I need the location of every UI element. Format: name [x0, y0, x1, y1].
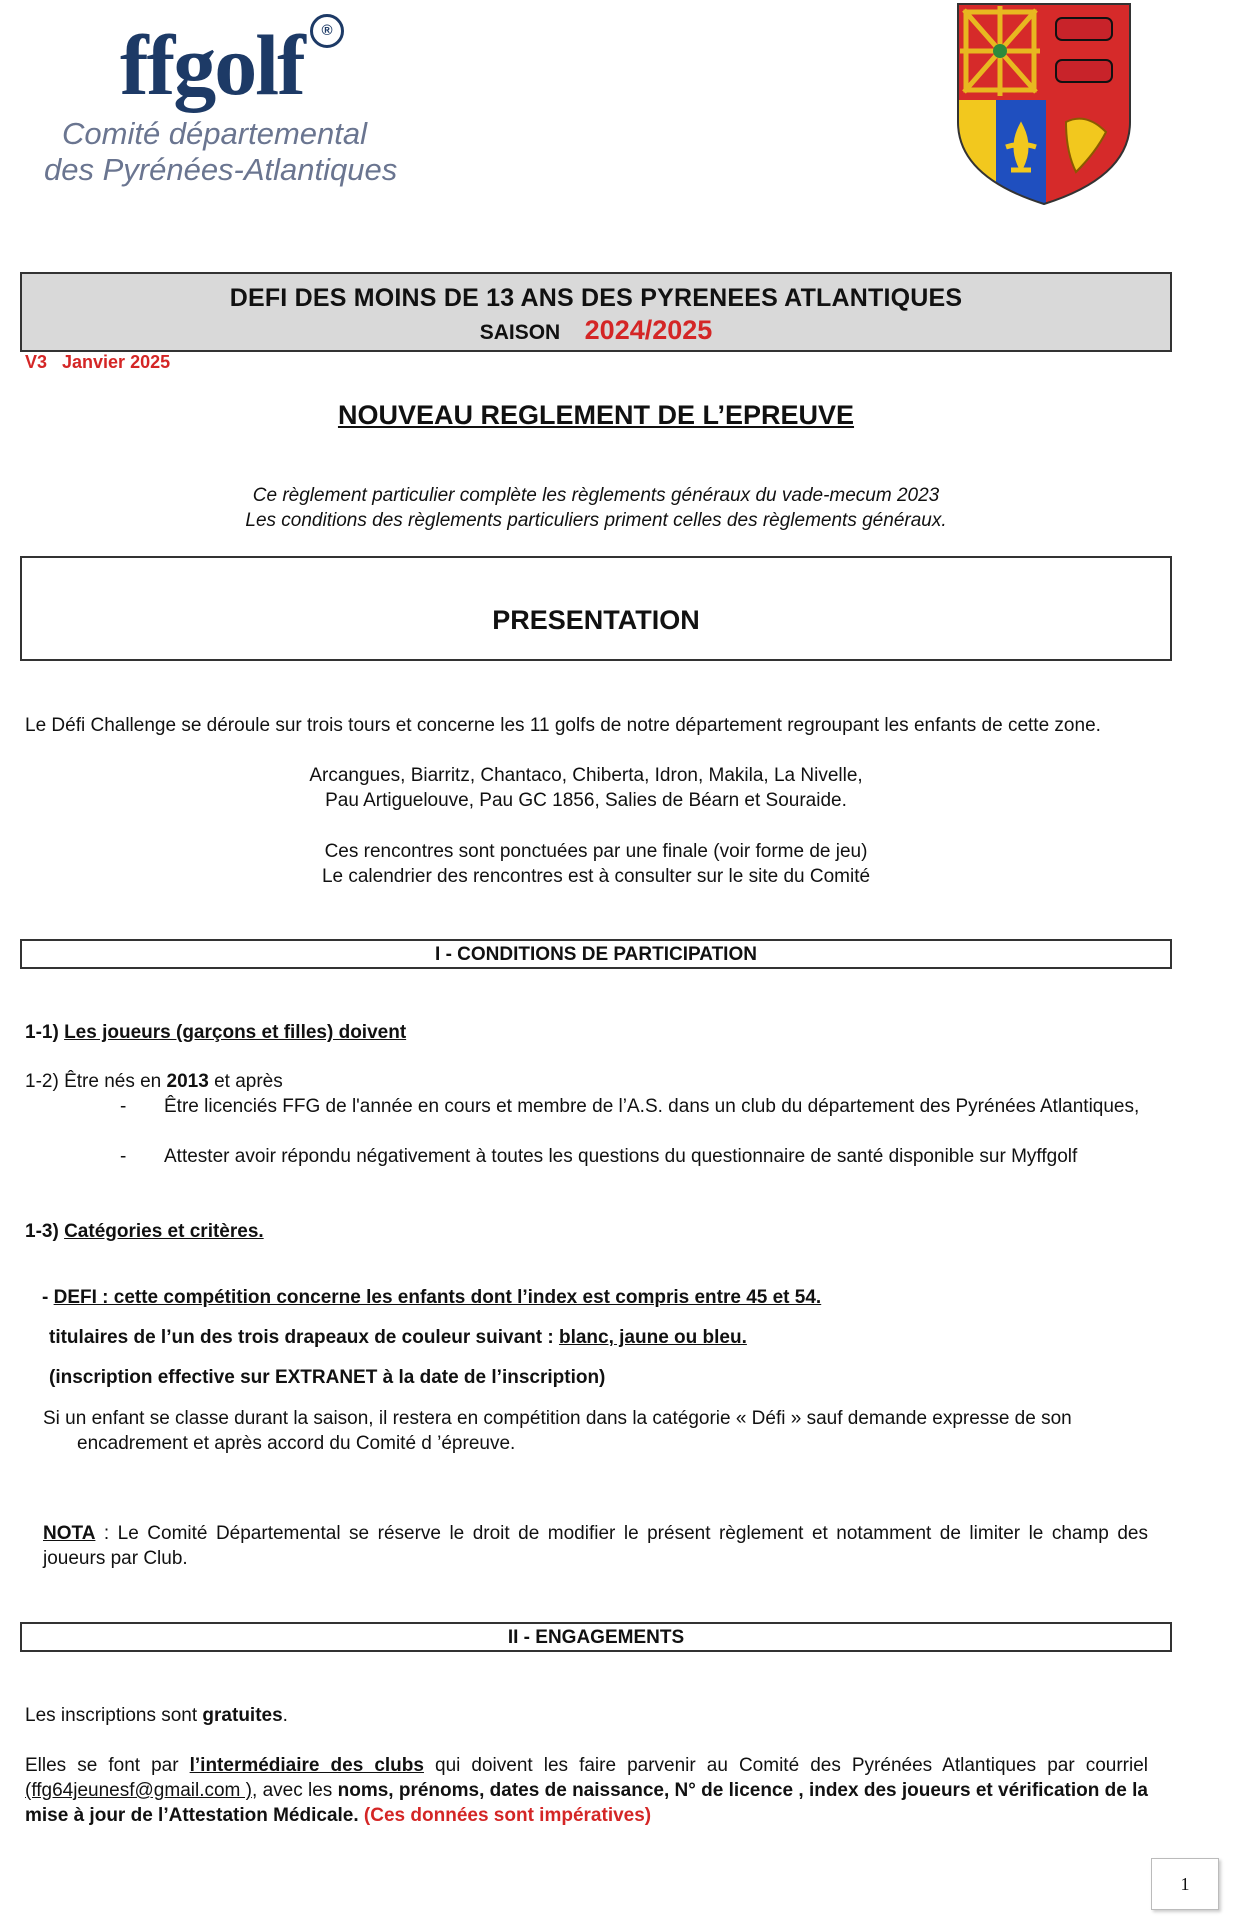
item1-num: 1-1) — [25, 1022, 59, 1043]
version-label: V3 Janvier 2025 — [25, 352, 171, 372]
p-bold: noms, prénoms, dates de naissance, N° de licence , index des joueurs et vérification de la mise à jour de l’Attestation Médicale. — [25, 1780, 1148, 1826]
intro-line1: Ce règlement particulier complète les règlements généraux du vade-mecum 2023 — [252, 485, 940, 506]
clubs-list — [20, 763, 1172, 813]
bullet2-text: Attester avoir répondu négativement à toutes les questions du questionnaire de santé disponible sur Myffgolf — [164, 1146, 1078, 1167]
free-bold: gratuites — [202, 1705, 283, 1726]
season-value: 2024/2025 — [584, 315, 713, 345]
flags-criteria — [49, 1325, 747, 1350]
p-mid2: , avec les — [252, 1780, 338, 1801]
coat-of-arms-icon — [956, 2, 1132, 206]
item2-year: 2013 — [166, 1071, 209, 1092]
nota-label: NOTA — [43, 1523, 96, 1544]
defi-dash: - — [42, 1287, 54, 1308]
item2 — [25, 1069, 283, 1094]
bullet-1 — [120, 1094, 1148, 1119]
item3 — [25, 1219, 264, 1244]
clubs-line2: Pau Artiguelouve, Pau GC 1856, Salies de Béarn et Souraide. — [325, 790, 847, 811]
free-post: . — [282, 1705, 288, 1726]
title-box — [20, 272, 1172, 352]
page-number: 1 — [1151, 1858, 1219, 1910]
defi-criteria — [42, 1285, 821, 1310]
final-info — [20, 839, 1172, 889]
item2-pre: 1-2) Être nés en — [25, 1071, 167, 1092]
season-label: SAISON — [479, 321, 561, 344]
bullet-2 — [120, 1144, 1148, 1169]
email-link[interactable]: (ffg64jeunesf@gmail.com ) — [25, 1780, 252, 1801]
ffgolf-logo: ffgolf — [120, 17, 304, 113]
main-title: NOUVEAU REGLEMENT DE L’EPREUVE — [337, 400, 855, 430]
flags-pre: titulaires de l’un des trois drapeaux de couleur suivant : — [49, 1327, 559, 1348]
presentation-heading: PRESENTATION — [492, 605, 700, 635]
nota-text: : Le Comité Départemental se réserve le droit de modifier le présent règlement et notamment de limiter le champ des joueurs par Club. — [43, 1523, 1148, 1569]
item3-num: 1-3) — [25, 1221, 59, 1242]
engagement-paragraph — [25, 1753, 1148, 1828]
free-inscription — [25, 1703, 288, 1728]
section1-heading: I - CONDITIONS DE PARTICIPATION — [20, 939, 1172, 969]
section2-heading: II - ENGAGEMENTS — [20, 1622, 1172, 1652]
season-note — [43, 1406, 1148, 1456]
presentation-para: Le Défi Challenge se déroule sur trois tours et concerne les 11 golfs de notre département regroupant les enfants de cette zone. — [25, 715, 1101, 736]
registered-mark-icon: ® — [310, 14, 344, 48]
free-pre: Les inscriptions sont — [25, 1705, 203, 1726]
item1 — [25, 1020, 406, 1045]
intro-text — [20, 483, 1172, 533]
title-line: DEFI DES MOINS DE 13 ANS DES PYRENEES ATLANTIQUES — [229, 284, 963, 312]
clubs-line1: Arcangues, Biarritz, Chantaco, Chiberta, Idron, Makila, La Nivelle, — [309, 765, 863, 786]
final-line1: Ces rencontres sont ponctuées par une finale (voir forme de jeu) — [324, 841, 868, 862]
bullet-dash: - — [120, 1096, 127, 1117]
nota-paragraph — [43, 1521, 1148, 1571]
flags-colors: blanc, jaune ou bleu. — [558, 1327, 747, 1348]
p-intermediaire: l’intermédiaire des clubs — [189, 1755, 424, 1776]
bullet-dash: - — [120, 1146, 127, 1167]
bullet1-text: Être licenciés FFG de l'année en cours et membre de l’A.S. dans un club du département des Pyrénées Atlantiques, — [164, 1096, 1140, 1117]
intro-line2: Les conditions des règlements particuliers priment celles des règlements généraux. — [245, 510, 947, 531]
season-note-text: Si un enfant se classe durant la saison, il restera en compétition dans la catégorie « Défi » sauf demande expresse de son encadrement et après accord du Comité d ’épreuve. — [43, 1408, 1072, 1454]
p-pre: Elles se font par — [25, 1755, 190, 1776]
item1-text: Les joueurs (garçons et filles) doivent — [64, 1022, 407, 1043]
item3-text: Catégories et critères. — [64, 1221, 264, 1242]
presentation-box — [20, 556, 1172, 661]
inscription-note: (inscription effective sur EXTRANET à la date de l’inscription) — [49, 1367, 606, 1388]
logo-subtitle-line1: Comité départemental — [62, 116, 367, 151]
logo-subtitle-line2: des Pyrénées-Atlantiques — [44, 152, 398, 187]
p-red: (Ces données sont impératives) — [358, 1805, 652, 1826]
p-mid: qui doivent les faire parvenir au Comité des Pyrénées Atlantiques par courriel — [423, 1755, 1149, 1776]
final-line2: Le calendrier des rencontres est à consulter sur le site du Comité — [321, 866, 871, 887]
item2-post: et après — [208, 1071, 283, 1092]
defi-text: DEFI : cette compétition concerne les enfants dont l’index est compris entre 45 et 54. — [53, 1287, 822, 1308]
